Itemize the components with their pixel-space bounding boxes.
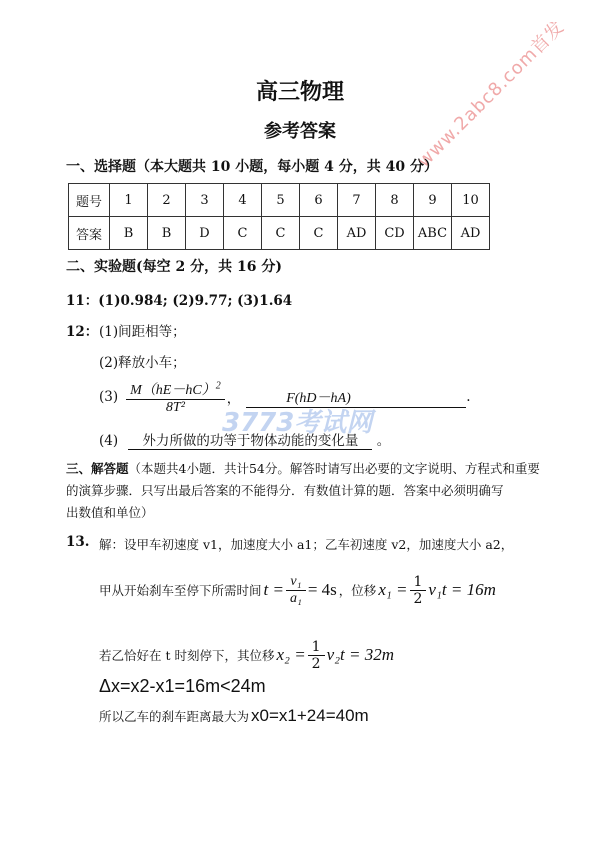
table-cell: 10 bbox=[452, 184, 490, 217]
q12-part3 bbox=[99, 376, 470, 418]
table-cell: 8 bbox=[376, 184, 414, 217]
q13-line5 bbox=[99, 706, 369, 726]
row-label-answer: 答案 bbox=[69, 217, 110, 250]
q13-line1: 解：设甲车初速度 v1，加速度大小 a1；乙车初速度 v2，加速度大小 a2， bbox=[99, 537, 514, 552]
table-cell: B bbox=[110, 217, 148, 250]
fraction-denominator: 2 bbox=[413, 590, 423, 607]
table-row bbox=[69, 217, 490, 250]
q13-x1-lhs: x₁ = bbox=[378, 580, 408, 599]
q13-x1-fraction bbox=[410, 574, 427, 607]
q13-x2-fraction bbox=[308, 639, 325, 672]
q12-part3-fraction bbox=[126, 379, 225, 416]
q13-line4: Δx=x2-x1=16m<24m bbox=[99, 676, 266, 696]
section1-heading: 一、选择题（本大题共 10 小题，每小题 4 分，共 40 分） bbox=[66, 159, 438, 175]
q12-part4-end: 。 bbox=[376, 433, 391, 449]
fraction-numerator: v₁ bbox=[286, 574, 306, 591]
q13-line3-text: 若乙恰好在 t 时刻停下，其位移 bbox=[99, 648, 275, 663]
q12-part3-answer: F(hD－hA) bbox=[246, 387, 466, 408]
table-cell: C bbox=[262, 217, 300, 250]
section3-heading-line1: （本题共4小题．共计54分。解答时请写出必要的文字说明、方程式和重要 bbox=[128, 461, 540, 476]
table-cell: 5 bbox=[262, 184, 300, 217]
q12-part4-label: (4) bbox=[99, 433, 119, 449]
table-row bbox=[69, 184, 490, 217]
table-cell: 4 bbox=[224, 184, 262, 217]
row-label-number: 题号 bbox=[69, 184, 110, 217]
q13-line3 bbox=[99, 631, 394, 679]
q13-x1-rhs: v₁t = 16m bbox=[428, 580, 496, 599]
table-cell: 1 bbox=[110, 184, 148, 217]
section3-heading-bold: 三、解答题 bbox=[66, 461, 129, 476]
q12-label: 12： bbox=[66, 324, 99, 340]
table-cell: 6 bbox=[300, 184, 338, 217]
fraction-numerator: $M(hE-hC)^2$ bbox=[126, 379, 225, 400]
table-cell: 3 bbox=[186, 184, 224, 217]
table-cell: CD bbox=[376, 217, 414, 250]
q12-part4-answer: 外力所做的功等于物体动能的变化量 bbox=[128, 429, 372, 450]
section2-heading: 二、实验题(每空 2 分，共 16 分) bbox=[66, 259, 282, 275]
fraction-denominator: 8T² bbox=[165, 399, 185, 415]
table-cell: AD bbox=[338, 217, 376, 250]
q13-x2-rhs: v₂t = 32m bbox=[326, 645, 395, 664]
table-cell: ABC bbox=[414, 217, 452, 250]
center-watermark: 3773考试网 bbox=[222, 408, 373, 438]
q11-answer: 11：(1)0.984; (2)9.77; (3)1.64 bbox=[66, 293, 293, 309]
section3-heading-line3: 出数值和单位） bbox=[66, 505, 154, 520]
answer-table bbox=[68, 183, 490, 250]
table-cell: AD bbox=[452, 217, 490, 250]
section3-heading-line2: 的演算步骤．只写出最后答案的不能得分．有数值计算的题．答案中必须明确写 bbox=[66, 483, 504, 498]
q13-t-lhs: t = bbox=[263, 580, 284, 599]
q13-t-fraction bbox=[286, 574, 306, 607]
q13-line2-text: 甲从开始刹车至停下所需时间 bbox=[99, 583, 262, 598]
corner-watermark: www.2abc8.com首发 bbox=[413, 16, 569, 172]
q13-x2-lhs: x₂ = bbox=[276, 645, 306, 664]
table-cell: 2 bbox=[148, 184, 186, 217]
table-cell: 7 bbox=[338, 184, 376, 217]
q12-part2: (2)释放小车； bbox=[99, 355, 186, 371]
q13-disp-label: ，位移 bbox=[338, 583, 377, 598]
table-cell: B bbox=[148, 217, 186, 250]
fraction-denominator: a₁ bbox=[289, 590, 302, 606]
page-subtitle: 参考答案 bbox=[264, 121, 336, 142]
table-cell: 9 bbox=[414, 184, 452, 217]
q12-part3-label: (3) bbox=[99, 389, 119, 405]
section3-heading bbox=[66, 458, 546, 524]
table-cell: C bbox=[300, 217, 338, 250]
q12-part1: (1)间距相等； bbox=[99, 324, 186, 340]
fraction-numerator: 1 bbox=[410, 574, 427, 591]
q13-t-rhs: = 4s bbox=[307, 580, 337, 599]
page-title: 高三物理 bbox=[255, 79, 344, 105]
q12-part3-end: . bbox=[466, 389, 471, 405]
table-cell: C bbox=[224, 217, 262, 250]
fraction-denominator: 2 bbox=[311, 655, 321, 672]
q13-line5-eq: x0=x1+24=40m bbox=[251, 706, 369, 725]
q13-label: 13. bbox=[66, 534, 90, 550]
q13-line2 bbox=[99, 566, 496, 614]
table-cell: D bbox=[186, 217, 224, 250]
fraction-numerator: 1 bbox=[308, 639, 325, 656]
q12-part4 bbox=[99, 429, 390, 450]
q12-part3-separator: ， bbox=[226, 391, 241, 407]
q13-line5-text: 所以乙车的刹车距离最大为 bbox=[99, 709, 250, 724]
